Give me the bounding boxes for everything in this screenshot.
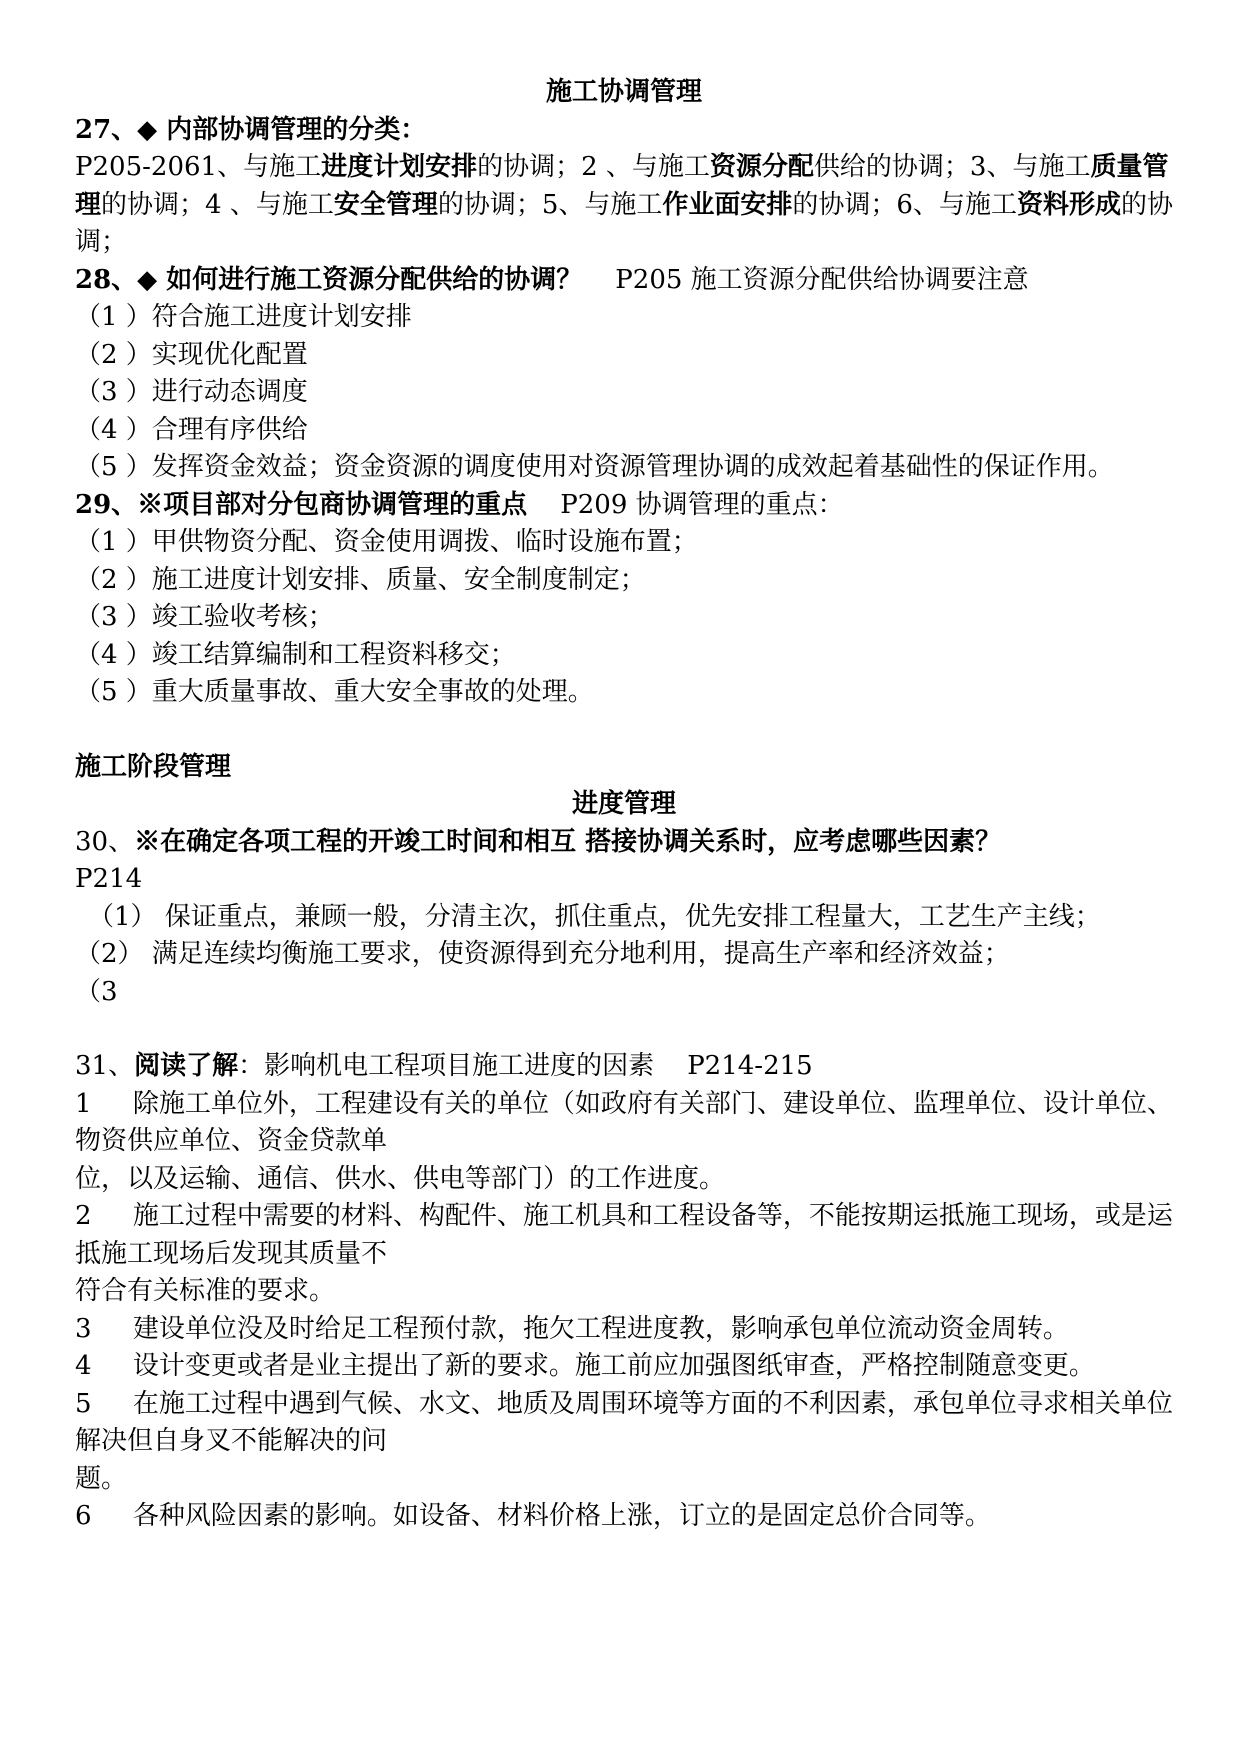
spacer — [75, 1011, 1173, 1048]
q31-heading-line — [75, 1048, 1173, 1086]
q27-part: 的协调；2 、与施工 — [477, 152, 710, 182]
q28-heading-line — [75, 262, 1173, 300]
q27-body — [75, 149, 1173, 262]
list-item-continuation: 题。 — [75, 1463, 128, 1494]
list-item: （3 ）竣工验收考核； — [75, 602, 334, 632]
item-number: 1 — [75, 1088, 92, 1119]
list-item: （2） 满足连续均衡施工要求，使资源得到充分地利用，提高生产率和经济效益； — [75, 939, 1010, 969]
item-text: 各种风险因素的影响。如设备、材料价格上涨，订立的是固定总价合同等。 — [132, 1501, 991, 1531]
item-number: 5 — [75, 1388, 92, 1419]
q29-reference: P209 协调管理的重点： — [560, 489, 844, 520]
q27-part: 的协调；4 、与施工 — [101, 189, 334, 220]
section-title-construction-stage: 施工阶段管理 — [75, 751, 232, 782]
list-item: （2 ）实现优化配置 — [75, 339, 308, 370]
item-number: 6 — [75, 1501, 92, 1531]
item-text: 在施工过程中遇到气候、水文、地质及周围环境等方面的不利因素，承包单位寻求相关单位解决但自身叉不能解决的问 — [75, 1388, 1173, 1456]
list-item: （3 — [75, 976, 118, 1007]
section-title-coordination: 施工协调管理 — [545, 77, 702, 107]
q31-heading-rest: ：影响机电工程项目施工进度的因素 — [238, 1051, 655, 1081]
q27-part-bold: 资料形成 — [1016, 189, 1121, 220]
q27-part: 的协调；5、与施工 — [437, 189, 663, 220]
list-item: （2 ）施工进度计划安排、质量、安全制度制定； — [75, 564, 646, 595]
q27-heading: 27、◆ 内部协调管理的分类： — [75, 114, 427, 145]
spacer — [75, 712, 1173, 749]
q30-reference: P214 — [75, 864, 143, 894]
list-item: （3 ）进行动态调度 — [75, 377, 308, 407]
item-text: 设计变更或者是业主提出了新的要求。施工前应加强图纸审查，严格控制随意变更。 — [132, 1351, 1095, 1381]
item-number: 4 — [75, 1351, 92, 1381]
list-item — [75, 1498, 1173, 1536]
item-number: 3 — [75, 1313, 92, 1344]
q31-reference: P214-215 — [687, 1051, 813, 1081]
list-item: （5 ）重大质量事故、重大安全事故的处理。 — [75, 677, 594, 707]
list-item — [75, 1198, 1173, 1273]
list-item: （1 ）符合施工进度计划安排 — [75, 302, 412, 332]
q27-part: 的协调； — [75, 189, 1173, 257]
item-text: 建设单位没及时给足工程预付款，拖欠工程进度教，影响承包单位流动资金周转。 — [132, 1313, 1069, 1344]
list-item — [75, 1386, 1173, 1461]
q27-part: P205-2061、与施工 — [75, 152, 322, 182]
list-item: （1 ）甲供物资分配、资金使用调拨、临时设施布置； — [75, 527, 698, 557]
list-item-continuation: 符合有关标准的要求。 — [75, 1276, 336, 1306]
q27-part: 的协调；6、与施工 — [792, 189, 1017, 220]
list-item — [75, 1086, 1173, 1161]
item-text: 除施工单位外，工程建设有关的单位（如政府有关部门、建设单位、监理单位、设计单位、物资供应单位、资金贷款单 — [75, 1088, 1173, 1156]
q27-part-bold: 进度计划安排 — [321, 152, 478, 182]
list-item: （4 ）竣工结算编制和工程资料移交； — [75, 639, 516, 670]
q30-number: 30、 — [75, 826, 135, 857]
q30-heading-line — [75, 824, 1173, 862]
q28-reference: P205 施工资源分配供给协调要注意 — [615, 264, 1029, 295]
item-number: 2 — [75, 1201, 92, 1231]
q27-part-bold: 质量管理 — [75, 152, 1169, 220]
section-subtitle-progress: 进度管理 — [571, 789, 676, 819]
list-item — [75, 1311, 1173, 1349]
q29-heading: 29、※项目部对分包商协调管理的重点 — [75, 489, 528, 520]
q27-part-bold: 安全管理 — [333, 189, 438, 220]
item-text: 施工过程中需要的材料、构配件、施工机具和工程设备等，不能按期运抵施工现场，或是运抵施工现场后发现其质量不 — [75, 1201, 1173, 1269]
list-item-continuation: 位，以及运输、通信、供水、供电等部门）的工作进度。 — [75, 1163, 726, 1194]
q29-heading-line — [75, 487, 1173, 525]
q31-number: 31、 — [75, 1051, 135, 1081]
list-item — [75, 1348, 1173, 1386]
q30-heading: ※在确定各项工程的开竣工时间和相互 搭接协调关系时，应考虑哪些因素？ — [134, 826, 1002, 857]
q27-part-bold: 作业面安排 — [662, 189, 793, 220]
list-item: （1） 保证重点，兼顾一般，分清主次，抓住重点，优先安排工程量大，工艺生产主线； — [88, 901, 1101, 932]
q27-part-bold: 资源分配 — [709, 152, 814, 182]
q27-part: 供给的协调；3、与施工 — [813, 152, 1091, 182]
q31-heading-bold: 阅读了解 — [134, 1051, 239, 1081]
list-item: （5 ）发挥资金效益；资金资源的调度使用对资源管理协调的成效起着基础性的保证作用。 — [75, 452, 1114, 482]
q28-heading: 28、◆ 如何进行施工资源分配供给的协调？ — [75, 264, 583, 295]
list-item: （4 ）合理有序供给 — [75, 414, 308, 445]
